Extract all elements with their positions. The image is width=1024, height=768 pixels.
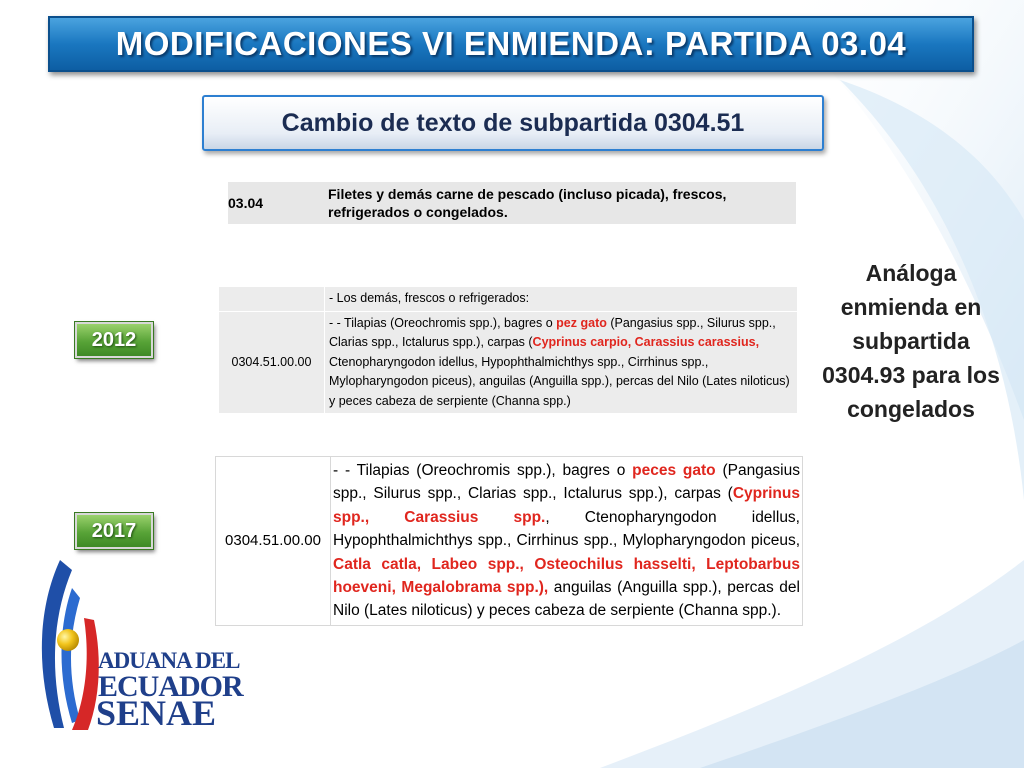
tariff-description	[331, 457, 803, 626]
table-2012	[218, 286, 798, 414]
highlighted-text: peces gato	[632, 462, 716, 479]
description-text: (Pangasius spp., Silurus spp., Clarias spp., Ictalurus spp.), carpas (	[333, 462, 800, 503]
heading-table	[228, 182, 796, 224]
empty-cell	[219, 287, 325, 312]
page-title: MODIFICACIONES VI ENMIENDA: PARTIDA 03.04	[115, 25, 907, 62]
description-text: Ctenopharyngodon idellus, Hypophthalmichthys spp., Cirrhinus spp., Mylopharyngodon piceus), anguilas (Anguilla spp.), percas del Nilo (Lates niloticus) y peces cabeza de serpiente (Channa spp.)	[329, 354, 790, 408]
table-row	[228, 182, 796, 224]
side-note: Análoga enmienda en subpartida 0304.93 para los congelados	[822, 260, 1000, 422]
table-row	[219, 311, 798, 414]
description-text: , Ctenopharyngodon idellus, Hypophthalmichthys spp., Cirrhinus spp., Mylopharyngodon piceus,	[333, 508, 800, 550]
tariff-code: 0304.51.00.00	[216, 457, 331, 626]
description-text: (Pangasius spp., Silurus spp., Clarias spp., Ictalurus spp.), carpas (	[329, 315, 776, 349]
highlighted-text: Cyprinus carpio, Carassius carassius,	[532, 335, 760, 349]
logo-text-line1: ADUANA DEL	[98, 648, 240, 673]
logo-text-line3: SENAE	[96, 693, 217, 733]
highlighted-text: pez gato	[556, 315, 607, 330]
description-text: - - Tilapias (Oreochromis spp.), bagres o	[329, 315, 557, 330]
year-badge-2017: 2017	[75, 513, 153, 549]
highlighted-text: Catla catla, Labeo spp., Osteochilus hasselti, Leptobarbus hoeveni, Megalobrama spp.),	[333, 555, 800, 597]
table-row	[216, 457, 803, 626]
tariff-code: 0304.51.00.00	[219, 311, 325, 414]
logo-text-line2: ECUADOR	[98, 670, 243, 703]
heading-code: 03.04	[228, 195, 264, 211]
tariff-description	[325, 311, 798, 414]
row-text: - Los demás, frescos o refrigerados:	[325, 287, 798, 312]
highlighted-text: Cyprinus spp., Carassius spp.	[333, 485, 800, 526]
description-text: anguilas (Anguilla spp.), percas del Nilo (Lates niloticus) y peces cabeza de serpiente (Channa spp.).	[333, 579, 800, 620]
description-text: - - Tilapias (Oreochromis spp.), bagres o	[333, 462, 633, 479]
title-banner	[48, 16, 974, 72]
page-subtitle: Cambio de texto de subpartida 0304.51	[281, 108, 745, 137]
heading-text: Filetes y demás carne de pescado (incluso picada), frescos, refrigerados o congelados.	[328, 186, 727, 220]
table-2017	[215, 456, 803, 626]
table-row	[219, 287, 798, 312]
subtitle-banner	[202, 95, 824, 151]
year-badge-2012: 2012	[75, 322, 153, 358]
